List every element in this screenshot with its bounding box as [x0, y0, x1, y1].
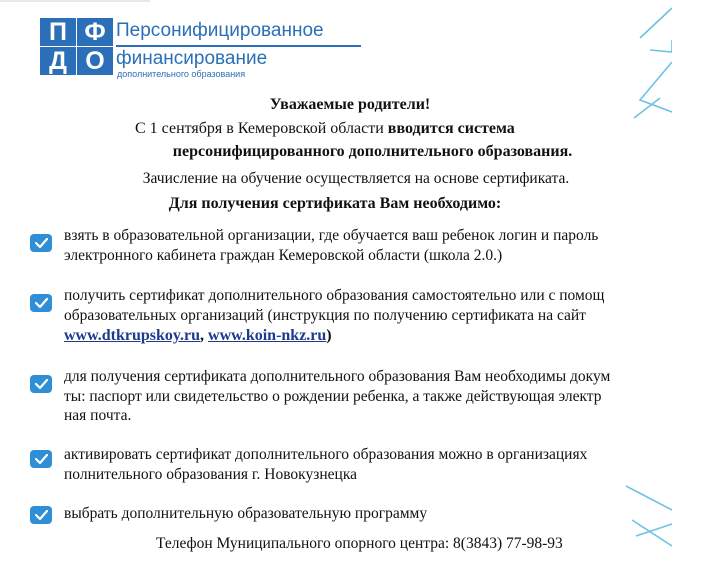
item-1-line-2: электронного кабинета граждан Кемеровской области (школа 2.0.)	[64, 247, 503, 264]
checkmark-icon	[30, 234, 52, 252]
checkmark-icon	[30, 375, 52, 393]
intro-text: С 1 сентября в Кемеровской области	[135, 120, 388, 137]
deco-line	[640, 8, 672, 38]
page-crop-edge	[672, 0, 707, 566]
requirements-heading: Для получения сертификата Вам необходимо:	[168, 195, 502, 212]
phone-info: Телефон Муниципального опорного центра: 8(3843) 77-98-93	[156, 535, 563, 552]
item-5-line-1: выбрать дополнительную образовательную программу	[64, 505, 428, 522]
item-3-line-1: для получения сертификата дополнительного образования Вам необходимы докум	[64, 368, 611, 385]
pfdo-logo	[40, 18, 380, 80]
item-3-line-2: ты: паспорт или свидетельство о рождении ребенка, а также действующая электр	[64, 388, 602, 405]
intro-bold-text: вводится система	[387, 120, 515, 137]
item-4-line-2: полнительного образования г. Новокузнецка	[64, 466, 357, 483]
item-4-line-1: активировать сертификат дополнительного образования можно в организациях	[64, 446, 588, 463]
logo-letter: Ф	[77, 18, 113, 46]
top-edge-artifact	[0, 0, 150, 2]
logo-subtitle: дополнительного образования	[117, 69, 246, 79]
checkmark-icon	[30, 450, 52, 468]
logo-letter: О	[77, 47, 113, 75]
link-koin-nkz[interactable]: www.koin-nkz.ru	[208, 327, 327, 344]
intro-line-2: персонифицированного дополнительного образования.	[172, 143, 573, 160]
checkmark-icon	[30, 506, 52, 524]
logo-title-line1: Персонифицированное	[116, 20, 324, 41]
item-1-line-1: взять в образовательной организации, где обучается ваш ребенок логин и пароль	[64, 227, 599, 244]
logo-letter: Д	[40, 47, 76, 75]
item-3-line-3: ная почта.	[64, 407, 132, 424]
deco-line	[626, 486, 672, 510]
logo-title-line2: финансирование	[116, 48, 268, 69]
logo-letter: П	[40, 18, 76, 46]
item-2-links	[64, 327, 332, 345]
deco-line	[650, 40, 672, 52]
link-separator: ,	[200, 327, 209, 344]
deco-line	[632, 520, 672, 546]
logo-divider	[116, 45, 361, 47]
enrollment-note: Зачисление на обучение осуществляется на основе сертификата.	[142, 170, 570, 187]
intro-line-1	[135, 120, 515, 138]
item-2-line-2: образовательных организаций (инструкция по получению сертификата на сайт	[64, 307, 586, 324]
links-closing-paren: )	[326, 327, 332, 344]
greeting-heading: Уважаемые родители!	[269, 96, 431, 113]
checkmark-icon	[30, 294, 52, 312]
item-2-line-1: получить сертификат дополнительного образования самостоятельно или с помощ	[64, 287, 605, 304]
link-dtkrupskoy[interactable]: www.dtkrupskoy.ru	[64, 327, 201, 344]
